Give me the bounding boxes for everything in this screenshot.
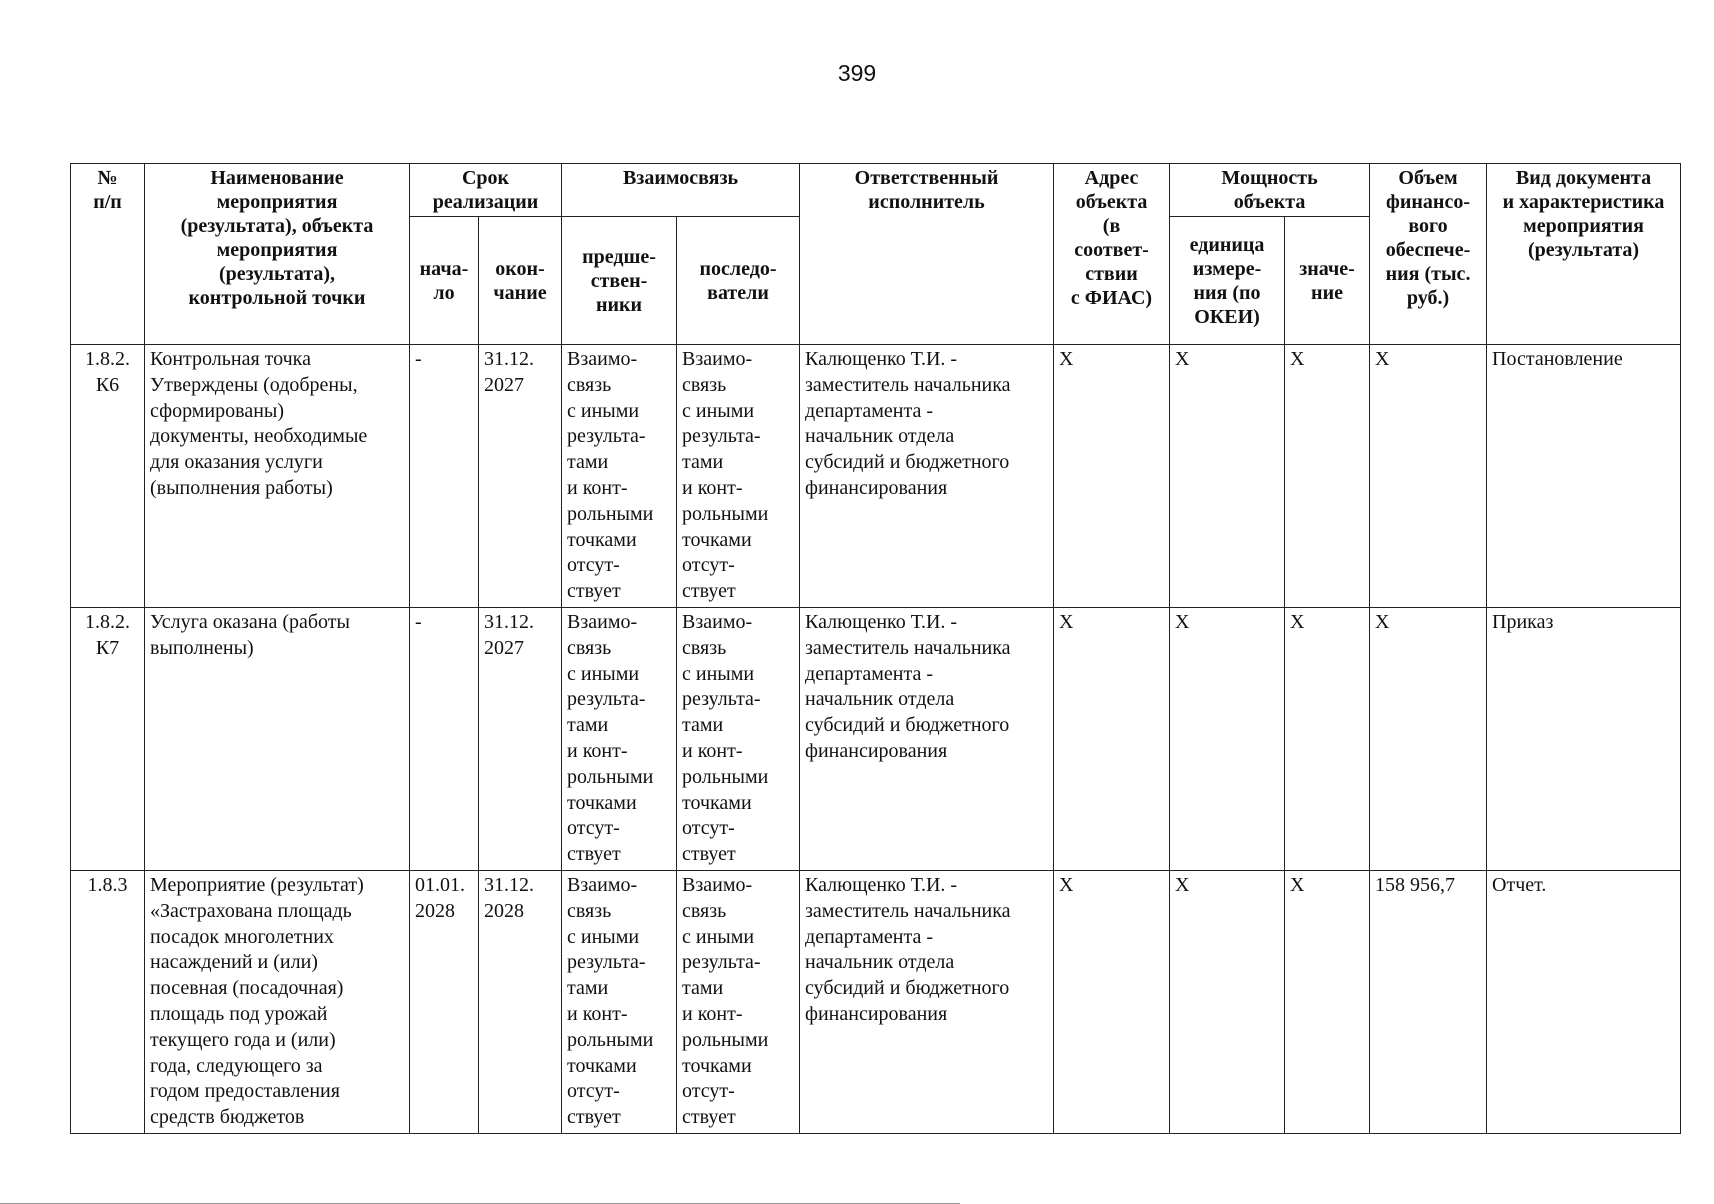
table-row xyxy=(71,870,1681,1133)
cell-funding: 158 956,7 xyxy=(1370,870,1487,1133)
header-num: № п/п xyxy=(71,164,145,345)
cell-prev: Взаимо- связь с иными результа- тами и конт- рольными точками отсут- ствует xyxy=(562,345,677,608)
header-link-prev: предше- ствен- ники xyxy=(562,217,677,345)
cell-end: 31.12. 2027 xyxy=(479,607,562,870)
table-row xyxy=(71,607,1681,870)
cell-value: X xyxy=(1285,870,1370,1133)
cell-responsible: Калющенко Т.И. - заместитель начальника департамента - начальник отдела субсидий и бюджетного финансирования xyxy=(800,345,1054,608)
cell-prev: Взаимо- связь с иными результа- тами и конт- рольными точками отсут- ствует xyxy=(562,870,677,1133)
cell-unit: X xyxy=(1170,607,1285,870)
header-link-next: последо- ватели xyxy=(677,217,800,345)
cell-address: X xyxy=(1054,345,1170,608)
cell-responsible: Калющенко Т.И. - заместитель начальника департамента - начальник отдела субсидий и бюджетного финансирования xyxy=(800,607,1054,870)
cell-unit: X xyxy=(1170,870,1285,1133)
cell-value: X xyxy=(1285,607,1370,870)
cell-start: - xyxy=(410,607,479,870)
cell-address: X xyxy=(1054,607,1170,870)
cell-num: 1.8.3 xyxy=(71,870,145,1133)
header-capacity-unit: единица измере- ния (по ОКЕИ) xyxy=(1170,217,1285,345)
header-name: Наименование мероприятия (результата), объекта мероприятия (результата), контрольной точки xyxy=(145,164,410,345)
cell-next: Взаимо- связь с иными результа- тами и конт- рольными точками отсут- ствует xyxy=(677,607,800,870)
table-row xyxy=(71,345,1681,608)
cell-prev: Взаимо- связь с иными результа- тами и конт- рольными точками отсут- ствует xyxy=(562,607,677,870)
header-responsible: Ответственный исполнитель xyxy=(800,164,1054,345)
header-term-end: окон- чание xyxy=(479,217,562,345)
cell-name: Мероприятие (результат) «Застрахована площадь посадок многолетних насаждений и (или) посевная (посадочная) площадь под урожай текущего года и (или) года, следующего за годом предоставления средств бюджетов xyxy=(145,870,410,1133)
activities-table xyxy=(70,163,1681,1134)
cell-name: Контрольная точка Утверждены (одобрены, сформированы) документы, необходимые для оказания услуги (выполнения работы) xyxy=(145,345,410,608)
header-doc-type: Вид документа и характеристика мероприятия (результата) xyxy=(1487,164,1681,345)
cell-next: Взаимо- связь с иными результа- тами и конт- рольными точками отсут- ствует xyxy=(677,345,800,608)
header-capacity: Мощность объекта xyxy=(1170,164,1370,217)
cell-doc: Постановление xyxy=(1487,345,1681,608)
cell-num: 1.8.2. К7 xyxy=(71,607,145,870)
header-address: Адрес объекта (в соответ- ствии с ФИАС) xyxy=(1054,164,1170,345)
header-capacity-value: значе- ние xyxy=(1285,217,1370,345)
header-term: Срок реализации xyxy=(410,164,562,217)
header-link: Взаимосвязь xyxy=(562,164,800,217)
cell-doc: Приказ xyxy=(1487,607,1681,870)
cell-num: 1.8.2. К6 xyxy=(71,345,145,608)
cell-responsible: Калющенко Т.И. - заместитель начальника департамента - начальник отдела субсидий и бюджетного финансирования xyxy=(800,870,1054,1133)
cell-address: X xyxy=(1054,870,1170,1133)
cell-doc: Отчет. xyxy=(1487,870,1681,1133)
cell-next: Взаимо- связь с иными результа- тами и конт- рольными точками отсут- ствует xyxy=(677,870,800,1133)
cell-name: Услуга оказана (работы выполнены) xyxy=(145,607,410,870)
header-funding: Объем финансо- вого обеспече- ния (тыс. руб.) xyxy=(1370,164,1487,345)
header-term-start: нача- ло xyxy=(410,217,479,345)
cell-start: - xyxy=(410,345,479,608)
cell-end: 31.12. 2028 xyxy=(479,870,562,1133)
cell-unit: X xyxy=(1170,345,1285,608)
cell-funding: X xyxy=(1370,345,1487,608)
table-header xyxy=(71,164,1681,345)
cell-end: 31.12. 2027 xyxy=(479,345,562,608)
cell-start: 01.01. 2028 xyxy=(410,870,479,1133)
cell-value: X xyxy=(1285,345,1370,608)
page-number: 399 xyxy=(837,60,877,86)
cell-funding: X xyxy=(1370,607,1487,870)
